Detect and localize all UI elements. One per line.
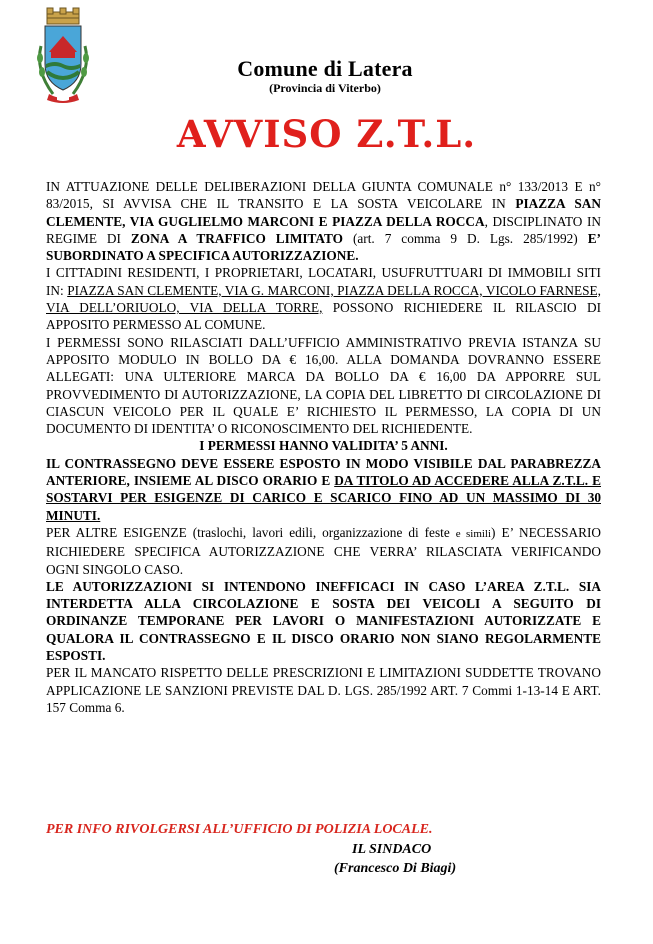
- info-contact-line: PER INFO RIVOLGERSI ALL’UFFICIO DI POLIZIA LOCALE.: [46, 822, 433, 837]
- paragraph-validity: I PERMESSI HANNO VALIDITA’ 5 ANNI.: [199, 438, 448, 454]
- paragraph-ineffective-conditions: LE AUTORIZZAZIONI SI INTENDONO INEFFICACI IN CASO L’AREA Z.T.L. SIA INTERDETTA ALLA CIRCOLAZIONE E SOSTA DEI VEICOLI A SEGUITO DI ORDINANZE TEMPORANE PER LAVORI O MANIFESTAZIONI AUTORIZZATE E QUALORA IL CONTRASSEGNO E IL DISCO ORARIO NON SIANO REGOLARMENTE ESPOSTI.: [46, 578, 601, 664]
- paragraph-sanctions: PER IL MANCATO RISPETTO DELLE PRESCRIZIONI E LIMITAZIONI SUDDETTE TROVANO APPLICAZIONE LE SANZIONI PREVISTE DAL D. LGS. 285/1992 ART. 7 Commi 1-13-14 E ART. 157 Comma 6.: [46, 665, 601, 715]
- paragraph-display-rule: IL CONTRASSEGNO DEVE ESSERE ESPOSTO IN MODO VISIBILE DAL PARABREZZA ANTERIORE, INSIEME AL DISCO ORARIO E DA TITOLO AD ACCEDERE ALLA Z.T.L. E SOSTARVI PER ESIGENZE DI CARICO E SCARICO FINO AD UN MASSIMO DI 30 MINUTI.: [46, 455, 601, 523]
- paragraph-eligible-residents: I CITTADINI RESIDENTI, I PROPRIETARI, LOCATARI, USUFRUTTUARI DI IMMOBILI SITI IN: PIAZZA SAN CLEMENTE, VIA G. MARCONI, PIAZZA DELLA ROCCA, VICOLO FARNESE, VIA DELL’ORIUOLO, VIA DELLA TORRE, POSSONO RICHIEDERE IL RILASCIO DI APPOSITO PERMESSO AL COMUNE.: [46, 265, 602, 333]
- signer-name: (Francesco Di Biagi): [334, 861, 457, 876]
- paragraph-permit-requirements: I PERMESSI SONO RILASCIATI DALL’UFFICIO AMMINISTRATIVO PREVIA ISTANZA SU APPOSITO MODULO IN BOLLO DA € 16,00. ALLA DOMANDA DOVRANNO ESSERE ALLEGATI: UNA ULTERIORE MARCA DA BOLLO DA € 16,00 DA APPORRE SUL PROVVEDIMENTO DI AUTORIZZAZIONE, LA COPIA DEL LIBRETTO DI CIRCOLAZIONE DI CIASCUN VEICOLO PER IL QUALE E’ RICHIESTO IL PERMESSO, LA COPIA DI UN DOCUMENTO DI IDENTITA’ O RICONOSCIMENTO DEL RICHIEDENTE.: [46, 334, 601, 437]
- document-header: [160, 56, 490, 96]
- province-name: (Provincia di Viterbo): [269, 81, 381, 95]
- municipality-name: Comune di Latera: [237, 56, 413, 81]
- signer-title: IL SINDACO: [352, 842, 432, 857]
- notice-body: [46, 178, 601, 716]
- notice-title: AVVISO Z.T.L.: [176, 112, 477, 156]
- paragraph-ztl-intro: IN ATTUAZIONE DELLE DELIBERAZIONI DELLA GIUNTA COMUNALE n° 133/2013 E n° 83/2015, SI AVVISA CHE IL TRANSITO E LA SOSTA VEICOLARE IN PIAZZA SAN CLEMENTE, VIA GUGLIELMO MARCONI E PIAZZA DELLA ROCCA, DISCIPLINATO IN REGIME DI ZONA A TRAFFICO LIMITATO (art. 7 comma 9 D. Lgs. 285/1992) E’ SUBORDINATO A SPECIFICA AUTORIZZAZIONE.: [46, 179, 602, 264]
- paragraph-other-needs: PER ALTRE ESIGENZE (traslochi, lavori edili, organizzazione di feste e simili) E’ NECESSARIO RICHIEDERE SPECIFICA AUTORIZZAZIONE CHE VERRA’ RILASCIATA VERIFICANDO OGNI SINGOLO CASO.: [46, 524, 601, 577]
- coat-of-arms-icon: [33, 6, 93, 106]
